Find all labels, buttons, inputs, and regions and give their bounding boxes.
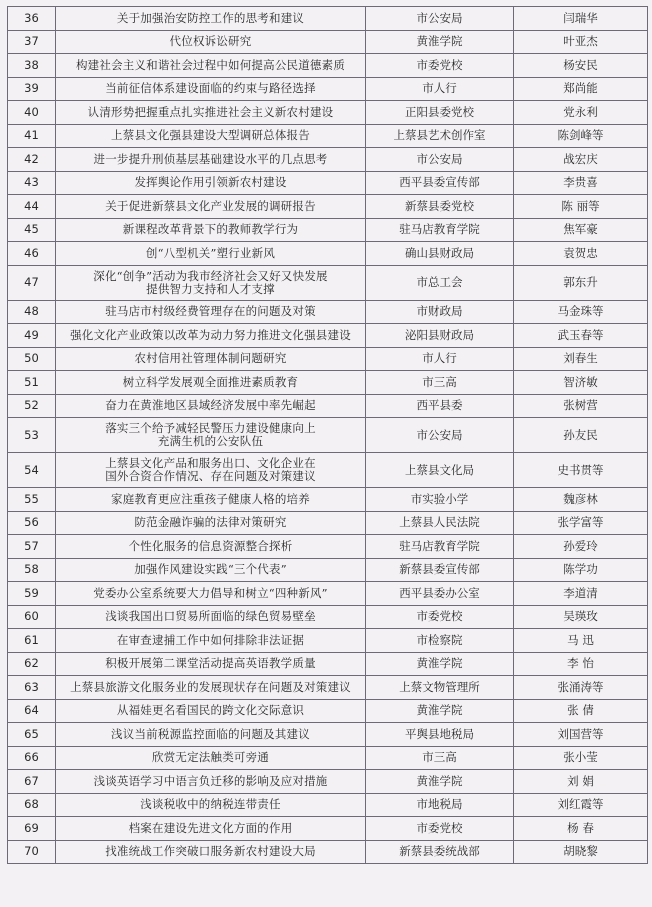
- row-number: 64: [8, 699, 56, 723]
- paper-title: [56, 770, 366, 794]
- table-row: [8, 676, 648, 700]
- row-number: 49: [8, 324, 56, 348]
- paper-title: [56, 371, 366, 395]
- author-name: 魏彦林: [514, 488, 648, 512]
- author-organization: 市财政局: [366, 300, 514, 324]
- paper-title: [56, 101, 366, 125]
- paper-title-line: 党委办公室系统要大力倡导和树立“四种新风”: [93, 585, 328, 600]
- author-name: 史书贯等: [514, 453, 648, 488]
- table-row: [8, 605, 648, 629]
- author-name: 袁贺忠: [514, 242, 648, 266]
- table-row: [8, 511, 648, 535]
- row-number: 36: [8, 7, 56, 31]
- paper-title-line: 家庭教育更应注重孩子健康人格的培养: [111, 491, 310, 506]
- table-row: [8, 218, 648, 242]
- author-organization: 市公安局: [366, 418, 514, 453]
- author-name: 李贵喜: [514, 171, 648, 195]
- table-row: [8, 265, 648, 300]
- paper-title-line: 浅谈税收中的纳税连带责任: [140, 797, 281, 812]
- paper-title-line: 找准统战工作突破口服务新农村建设大局: [105, 844, 316, 859]
- table-row: [8, 770, 648, 794]
- paper-title-line: 加强作风建设实践“三个代表”: [134, 562, 287, 577]
- author-name: 陈 丽等: [514, 195, 648, 219]
- row-number: 46: [8, 242, 56, 266]
- author-name: 刘国营等: [514, 723, 648, 747]
- author-name: 刘 娟: [514, 770, 648, 794]
- author-organization: 上蔡文物管理所: [366, 676, 514, 700]
- paper-title: [56, 300, 366, 324]
- paper-title-line: 浅谈我国出口贸易所面临的绿色贸易壁垒: [105, 609, 316, 624]
- row-number: 44: [8, 195, 56, 219]
- author-organization: 市实验小学: [366, 488, 514, 512]
- paper-title-line: 上蔡县文化产品和服务出口、文化企业在: [105, 456, 316, 470]
- table-row: [8, 347, 648, 371]
- author-name: 张 倩: [514, 699, 648, 723]
- author-organization: 西平县委办公室: [366, 582, 514, 606]
- author-name: 陈剑峰等: [514, 124, 648, 148]
- row-number: 41: [8, 124, 56, 148]
- paper-title-line: 认清形势把握重点扎实推进社会主义新农村建设: [87, 104, 334, 119]
- author-name: 刘春生: [514, 347, 648, 371]
- paper-title: [56, 629, 366, 653]
- author-name: 杨 春: [514, 817, 648, 841]
- paper-title: [56, 218, 366, 242]
- paper-title-line: 上蔡县文化强县建设大型调研总体报告: [111, 128, 310, 143]
- table-row: [8, 77, 648, 101]
- paper-title-line: 驻马店市村级经费管理存在的问题及对策: [105, 304, 316, 319]
- author-organization: 驻马店教育学院: [366, 218, 514, 242]
- author-name: 党永利: [514, 101, 648, 125]
- table-row: [8, 558, 648, 582]
- author-organization: 市三高: [366, 746, 514, 770]
- row-number: 54: [8, 453, 56, 488]
- table-row: [8, 195, 648, 219]
- table-row: [8, 418, 648, 453]
- paper-title: [56, 418, 366, 453]
- table-row: [8, 148, 648, 172]
- author-name: 焦军豪: [514, 218, 648, 242]
- paper-title: [56, 324, 366, 348]
- author-organization: 新蔡县委党校: [366, 195, 514, 219]
- table-row: [8, 7, 648, 31]
- paper-title: [56, 817, 366, 841]
- table-row: [8, 535, 648, 559]
- row-number: 65: [8, 723, 56, 747]
- paper-title: [56, 77, 366, 101]
- row-number: 66: [8, 746, 56, 770]
- table-row: [8, 488, 648, 512]
- table-row: [8, 101, 648, 125]
- author-organization: 市地税局: [366, 793, 514, 817]
- author-name: 陈学功: [514, 558, 648, 582]
- paper-title: [56, 54, 366, 78]
- author-organization: 正阳县委党校: [366, 101, 514, 125]
- paper-title: [56, 605, 366, 629]
- paper-title: [56, 511, 366, 535]
- paper-title-line: 新课程改革背景下的教师教学行为: [122, 222, 299, 237]
- paper-title-line: 档案在建设先进文化方面的作用: [128, 820, 293, 835]
- author-name: 闫瑞华: [514, 7, 648, 31]
- paper-title: [56, 148, 366, 172]
- paper-title-line: 在审查逮捕工作中如何排除非法证据: [116, 632, 305, 647]
- paper-title: [56, 840, 366, 864]
- row-number: 43: [8, 171, 56, 195]
- paper-title: [56, 453, 366, 488]
- paper-title: [56, 558, 366, 582]
- author-name: 张树营: [514, 394, 648, 418]
- paper-title: [56, 699, 366, 723]
- row-number: 50: [8, 347, 56, 371]
- author-organization: 新蔡县委宣传部: [366, 558, 514, 582]
- table-body: [8, 7, 648, 864]
- paper-title-line: 强化文化产业政策以改革为动力努力推进文化强县建设: [70, 327, 351, 342]
- achievement-catalog-table: [7, 6, 648, 864]
- table-row: [8, 124, 648, 148]
- paper-title-line: 从福娃更名看国民的跨文化交际意识: [116, 703, 305, 718]
- row-number: 58: [8, 558, 56, 582]
- row-number: 56: [8, 511, 56, 535]
- paper-title: [56, 347, 366, 371]
- paper-title: [56, 195, 366, 219]
- paper-title: [56, 30, 366, 54]
- table-row: [8, 242, 648, 266]
- author-name: 张学富等: [514, 511, 648, 535]
- paper-title-line: 积极开展第二课堂活动提高英语教学质量: [105, 656, 316, 671]
- paper-title-line: 防范金融诈骗的法律对策研究: [134, 515, 287, 530]
- paper-title-line: 关于加强治安防控工作的思考和建议: [116, 10, 305, 25]
- paper-title: [56, 7, 366, 31]
- paper-title-line: 农村信用社管理体制问题研究: [134, 351, 287, 366]
- author-organization: 黄淮学院: [366, 770, 514, 794]
- paper-title: [56, 124, 366, 148]
- table-row: [8, 30, 648, 54]
- author-name: 杨安民: [514, 54, 648, 78]
- author-organization: 市委党校: [366, 817, 514, 841]
- paper-title-line: 提供智力支持和人才支撑: [146, 281, 275, 296]
- row-number: 45: [8, 218, 56, 242]
- author-organization: 黄淮学院: [366, 699, 514, 723]
- table-row: [8, 793, 648, 817]
- table-row: [8, 324, 648, 348]
- row-number: 68: [8, 793, 56, 817]
- row-number: 67: [8, 770, 56, 794]
- paper-title-line: 浅谈英语学习中语言负迁移的影响及应对措施: [93, 773, 328, 788]
- author-organization: 市检察院: [366, 629, 514, 653]
- author-organization: 市委党校: [366, 605, 514, 629]
- table-row: [8, 171, 648, 195]
- table-row: [8, 453, 648, 488]
- author-name: 孙友民: [514, 418, 648, 453]
- author-organization: 市委党校: [366, 54, 514, 78]
- paper-title: [56, 746, 366, 770]
- author-organization: 市总工会: [366, 265, 514, 300]
- author-organization: 上蔡县文化局: [366, 453, 514, 488]
- author-organization: 西平县委宣传部: [366, 171, 514, 195]
- paper-title: [56, 394, 366, 418]
- paper-title-line: 落实三个给予减轻民警压力建设健康向上: [105, 421, 316, 435]
- table-row: [8, 300, 648, 324]
- row-number: 38: [8, 54, 56, 78]
- paper-title-line: 当前征信体系建设面临的约束与路径选择: [105, 81, 316, 96]
- row-number: 59: [8, 582, 56, 606]
- author-organization: 市三高: [366, 371, 514, 395]
- author-name: 胡晓黎: [514, 840, 648, 864]
- author-organization: 黄淮学院: [366, 652, 514, 676]
- table-row: [8, 746, 648, 770]
- table-row: [8, 840, 648, 864]
- row-number: 61: [8, 629, 56, 653]
- row-number: 52: [8, 394, 56, 418]
- author-organization: 确山县财政局: [366, 242, 514, 266]
- author-name: 叶亚杰: [514, 30, 648, 54]
- author-organization: 驻马店教育学院: [366, 535, 514, 559]
- author-organization: 泌阳县财政局: [366, 324, 514, 348]
- paper-title: [56, 723, 366, 747]
- row-number: 63: [8, 676, 56, 700]
- paper-title-line: 上蔡县旅游文化服务业的发展现状存在问题及对策建议: [70, 679, 351, 694]
- paper-title: [56, 242, 366, 266]
- author-organization: 西平县委: [366, 394, 514, 418]
- author-name: 吴瑛玫: [514, 605, 648, 629]
- paper-title-line: 国外合资合作情况、存在问题及对策建议: [105, 469, 316, 483]
- author-organization: 黄淮学院: [366, 30, 514, 54]
- paper-title-line: 创“八型机关”塑行业新风: [145, 245, 276, 260]
- author-name: 张小莹: [514, 746, 648, 770]
- table-row: [8, 699, 648, 723]
- author-name: 智济敏: [514, 371, 648, 395]
- row-number: 62: [8, 652, 56, 676]
- row-number: 48: [8, 300, 56, 324]
- author-organization: 平舆县地税局: [366, 723, 514, 747]
- paper-title-line: 进一步提升刑侦基层基础建设水平的几点思考: [93, 151, 328, 166]
- paper-title-line: 充满生机的公安队伍: [157, 434, 264, 448]
- table-row: [8, 54, 648, 78]
- row-number: 42: [8, 148, 56, 172]
- paper-title-line: 个性化服务的信息资源整合探析: [128, 538, 293, 553]
- table-row: [8, 629, 648, 653]
- author-name: 郑尚能: [514, 77, 648, 101]
- author-organization: 新蔡县委统战部: [366, 840, 514, 864]
- paper-title-line: 树立科学发展观全面推进素质教育: [122, 374, 299, 389]
- author-organization: 市人行: [366, 347, 514, 371]
- paper-title: [56, 652, 366, 676]
- row-number: 40: [8, 101, 56, 125]
- author-organization: 上蔡县艺术创作室: [366, 124, 514, 148]
- author-organization: 市人行: [366, 77, 514, 101]
- author-name: 马 迅: [514, 629, 648, 653]
- author-name: 李 怡: [514, 652, 648, 676]
- row-number: 57: [8, 535, 56, 559]
- paper-title: [56, 488, 366, 512]
- row-number: 37: [8, 30, 56, 54]
- author-organization: 市公安局: [366, 7, 514, 31]
- paper-title-line: 代位权诉讼研究: [169, 34, 252, 49]
- author-name: 李道清: [514, 582, 648, 606]
- row-number: 53: [8, 418, 56, 453]
- table-row: [8, 723, 648, 747]
- row-number: 69: [8, 817, 56, 841]
- paper-title-line: 浅议当前税源监控面临的问题及其建议: [111, 726, 310, 741]
- paper-title: [56, 793, 366, 817]
- paper-title: [56, 535, 366, 559]
- paper-title: [56, 265, 366, 300]
- row-number: 55: [8, 488, 56, 512]
- table-row: [8, 371, 648, 395]
- table-row: [8, 582, 648, 606]
- author-name: 马金珠等: [514, 300, 648, 324]
- paper-title-line: 奋力在黄淮地区县域经济发展中率先崛起: [105, 398, 316, 413]
- paper-title-line: 深化“创争”活动为我市经济社会又好又快发展: [93, 268, 328, 283]
- author-organization: 上蔡县人民法院: [366, 511, 514, 535]
- author-name: 孙爱玲: [514, 535, 648, 559]
- author-name: 刘红霞等: [514, 793, 648, 817]
- paper-title-line: 发挥舆论作用引领新农村建设: [134, 175, 287, 190]
- author-name: 武玉春等: [514, 324, 648, 348]
- row-number: 60: [8, 605, 56, 629]
- author-name: 张涌涛等: [514, 676, 648, 700]
- row-number: 51: [8, 371, 56, 395]
- author-organization: 市公安局: [366, 148, 514, 172]
- paper-title-line: 关于促进新蔡县文化产业发展的调研报告: [105, 198, 316, 213]
- row-number: 70: [8, 840, 56, 864]
- paper-title: [56, 582, 366, 606]
- table-row: [8, 817, 648, 841]
- row-number: 39: [8, 77, 56, 101]
- table-row: [8, 652, 648, 676]
- paper-title: [56, 676, 366, 700]
- paper-title-line: 构建社会主义和谐社会过程中如何提高公民道德素质: [75, 57, 346, 72]
- row-number: 47: [8, 265, 56, 300]
- paper-title: [56, 171, 366, 195]
- author-name: 郭东升: [514, 265, 648, 300]
- author-name: 战宏庆: [514, 148, 648, 172]
- paper-title-line: 欣赏无定法触类可旁通: [152, 750, 269, 765]
- table-row: [8, 394, 648, 418]
